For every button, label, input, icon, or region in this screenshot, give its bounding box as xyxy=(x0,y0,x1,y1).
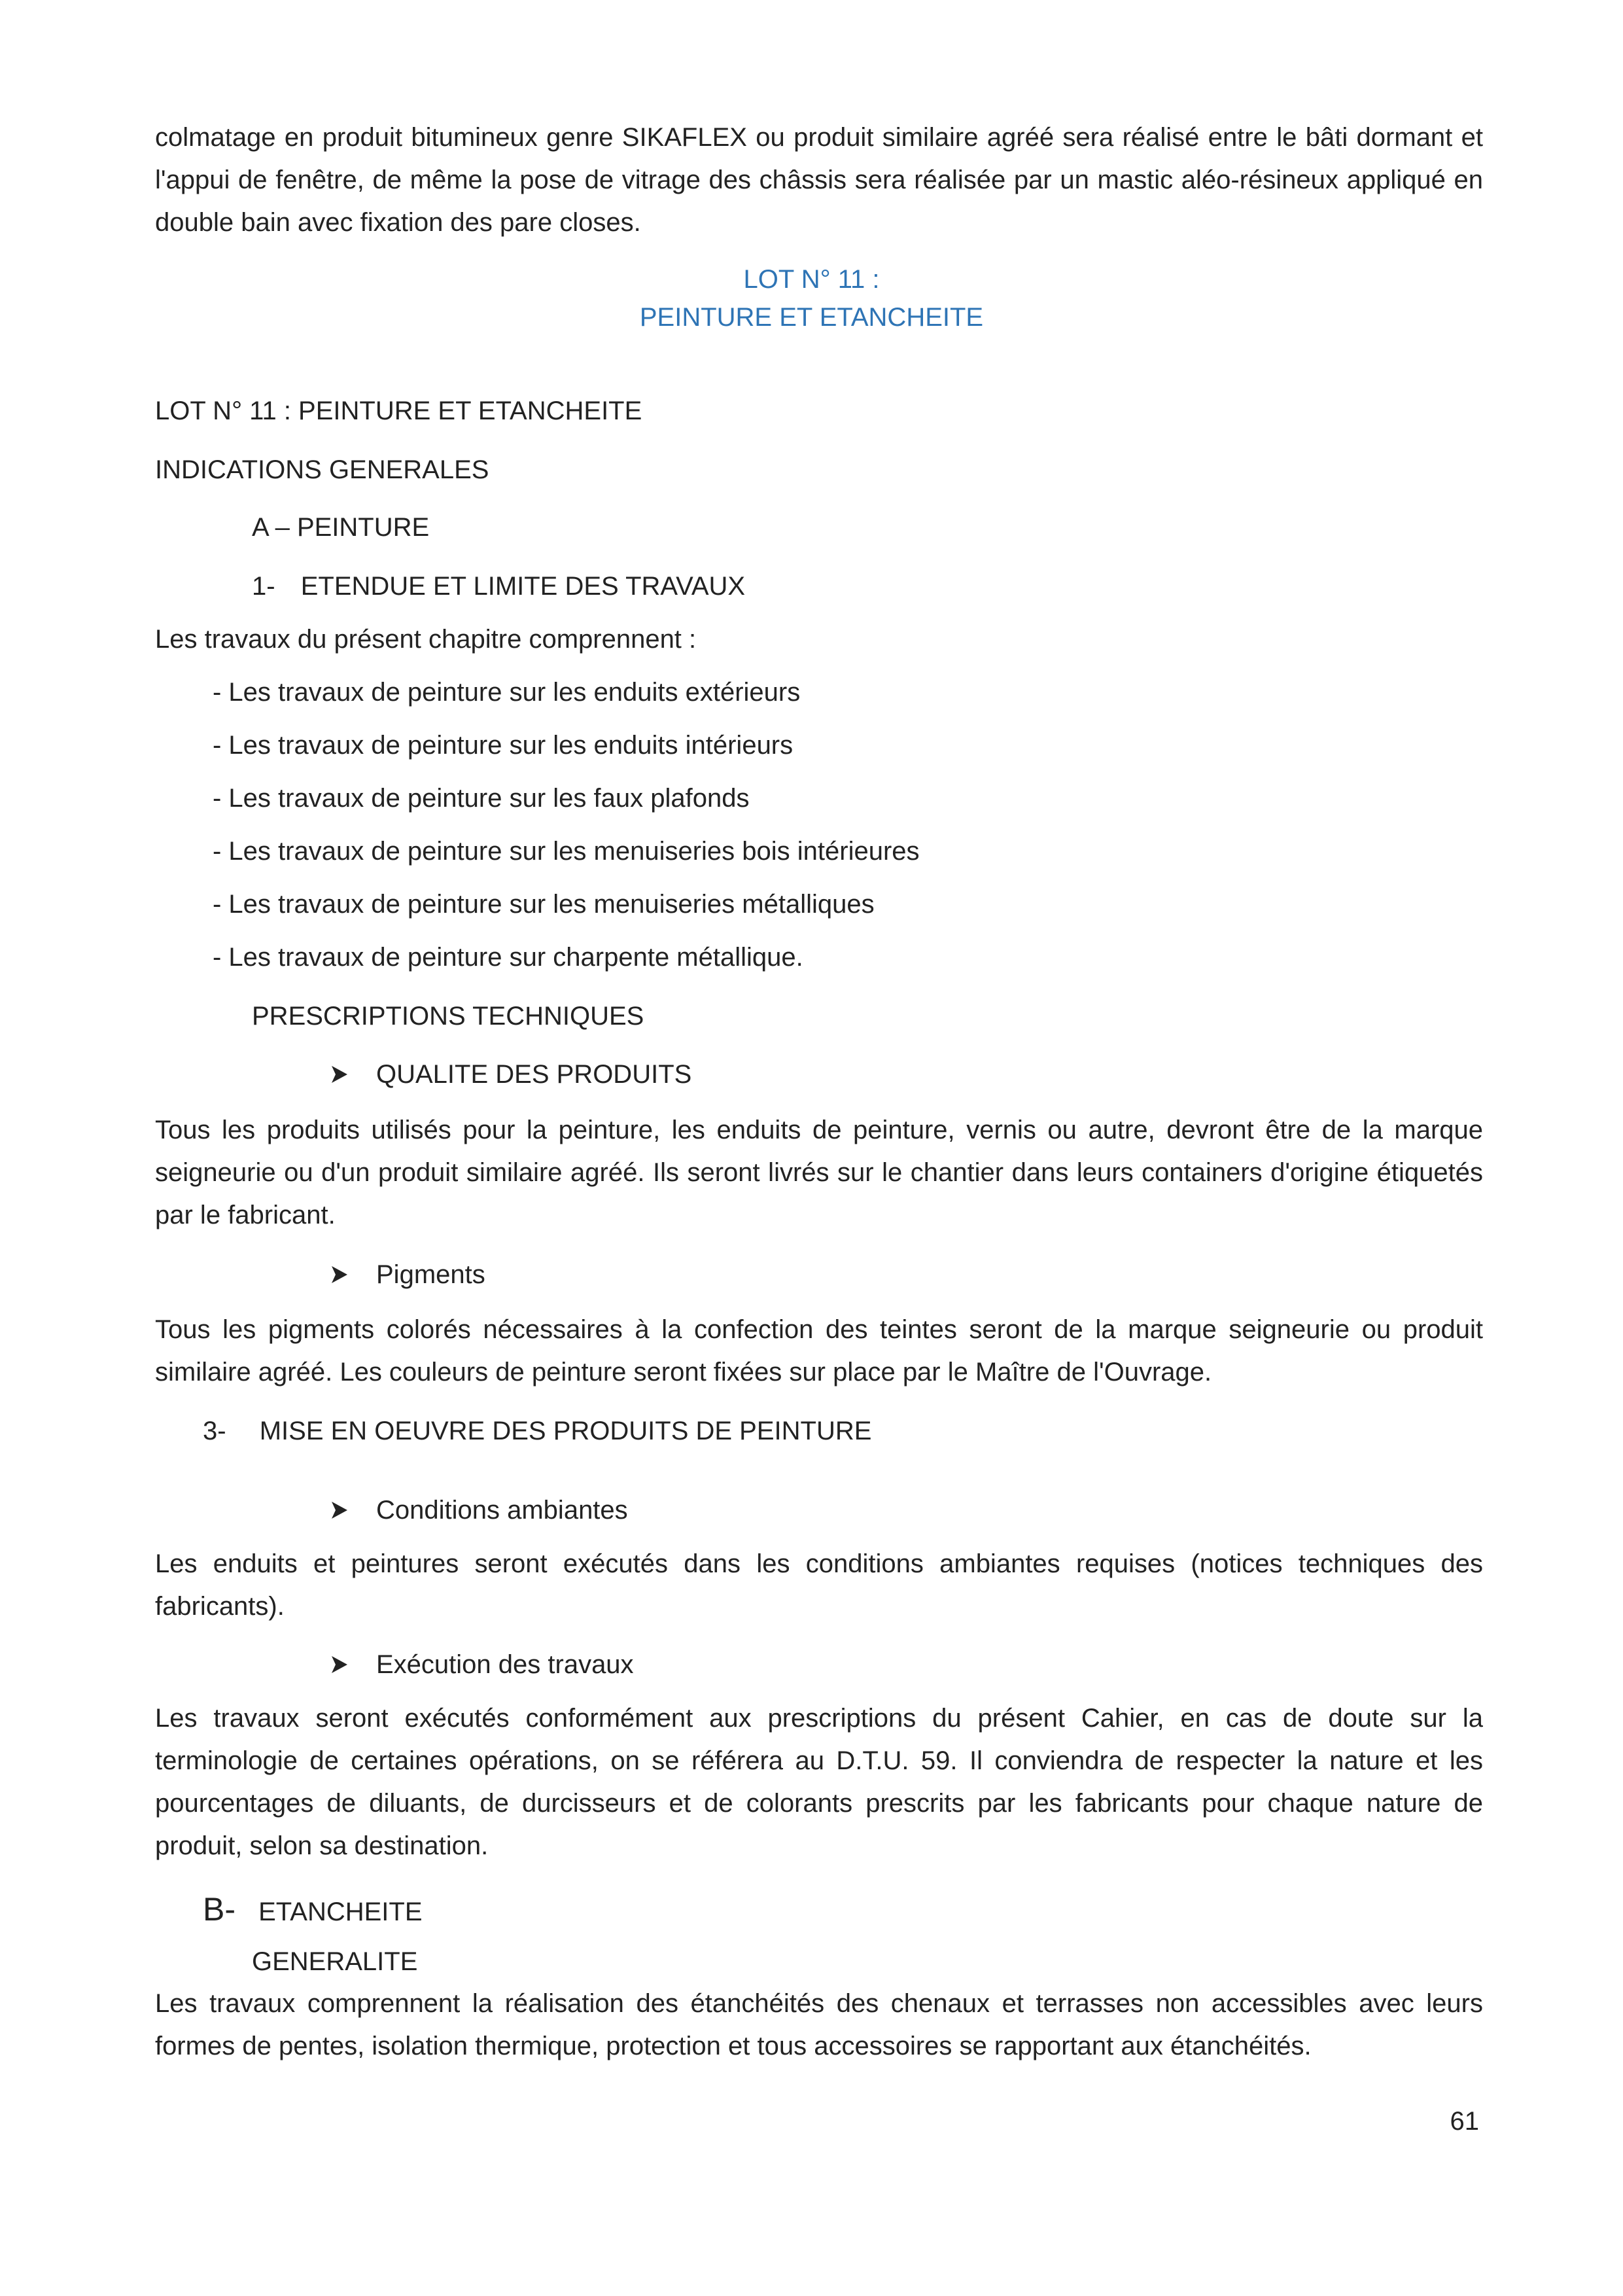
section-b-heading xyxy=(203,1890,423,1932)
lot-title-line2: PEINTURE ET ETANCHEITE xyxy=(639,303,984,332)
arrowhead-bullet-icon xyxy=(330,1655,349,1674)
indications-heading: INDICATIONS GENERALES xyxy=(155,455,489,484)
arrowhead-bullet-icon xyxy=(330,1500,349,1520)
page-number: 61 xyxy=(1450,2107,1479,2136)
pigments-title: Pigments xyxy=(376,1260,485,1289)
qualite-title: QUALITE DES PRODUITS xyxy=(376,1060,692,1089)
list-item: - Les travaux de peinture sur les enduits extérieurs xyxy=(213,678,801,707)
qualite-heading xyxy=(330,1055,691,1094)
pigments-paragraph: Tous les pigments colorés nécessaires à la confection des teintes seront de la marque seigneurie ou produit similaire agréé. Les couleurs de peinture seront fixées sur place par le Maître de l'Ouvrage. xyxy=(155,1315,1483,1386)
conditions-paragraph: Les enduits et peintures seront exécutés dans les conditions ambiantes requises (notices techniques des fabricants). xyxy=(155,1549,1483,1621)
generalite-paragraph: Les travaux comprennent la réalisation des étanchéités des chenaux et terrasses non accessibles avec leurs formes de pentes, isolation thermique, protection et tous accessoires se rapportant aux étanchéités. xyxy=(155,1989,1483,2060)
execution-title: Exécution des travaux xyxy=(376,1650,634,1679)
qualite-paragraph: Tous les produits utilisés pour la peinture, les enduits de peinture, vernis ou autre, devront être de la marque seigneurie ou d'un produit similaire agréé. Ils seront livrés sur le chantier dans leurs containers d'origine étiquetés par le fabricant. xyxy=(155,1116,1483,1229)
lot-heading: LOT N° 11 : PEINTURE ET ETANCHEITE xyxy=(155,397,642,425)
list-item: - Les travaux de peinture sur les menuiseries bois intérieures xyxy=(213,837,920,866)
intro-paragraph: colmatage en produit bitumineux genre SIKAFLEX ou produit similaire agréé sera réalisé entre le bâti dormant et l'appui de fenêtre, de même la pose de vitrage des châssis sera réalisée par un mastic aléo-résineux appliqué en double bain avec fixation des pare closes. xyxy=(155,123,1483,237)
arrowhead-bullet-icon xyxy=(330,1065,349,1084)
prescriptions-heading: PRESCRIPTIONS TECHNIQUES xyxy=(252,1002,644,1031)
section-3-heading xyxy=(203,1411,871,1451)
list-item: - Les travaux de peinture sur charpente métallique. xyxy=(213,943,803,972)
execution-heading xyxy=(330,1645,634,1684)
section-3-title: MISE EN OEUVRE DES PRODUITS DE PEINTURE xyxy=(259,1417,872,1445)
list-item: - Les travaux de peinture sur les faux plafonds xyxy=(213,784,750,813)
arrowhead-bullet-icon xyxy=(330,1265,349,1284)
execution-paragraph: Les travaux seront exécutés conformément aux prescriptions du présent Cahier, en cas de doute sur la terminologie de certaines opérations, on se référera au D.T.U. 59. Il conviendra de respecter la nature et les pourcentages de diluants, de durcisseurs et de colorants prescrits par les fabricants pour chaque nature de produit, selon sa destination. xyxy=(155,1704,1483,1860)
section-a-heading: A – PEINTURE xyxy=(252,513,430,542)
conditions-heading xyxy=(330,1491,628,1530)
lot-title-line1: LOT N° 11 : xyxy=(743,265,880,294)
section-1-heading xyxy=(252,567,745,606)
travaux-intro: Les travaux du présent chapitre comprennent : xyxy=(155,625,697,654)
pigments-heading xyxy=(330,1255,485,1294)
section-b-number: B- xyxy=(203,1891,236,1928)
conditions-title: Conditions ambiantes xyxy=(376,1496,628,1525)
generalite-heading: GENERALITE xyxy=(252,1947,418,1976)
section-3-number: 3- xyxy=(203,1417,226,1445)
section-1-number: 1- xyxy=(252,572,275,601)
list-item: - Les travaux de peinture sur les enduits intérieurs xyxy=(213,731,794,760)
section-b-title: ETANCHEITE xyxy=(258,1898,423,1926)
list-item: - Les travaux de peinture sur les menuiseries métalliques xyxy=(213,890,875,919)
section-1-title: ETENDUE ET LIMITE DES TRAVAUX xyxy=(300,572,746,601)
